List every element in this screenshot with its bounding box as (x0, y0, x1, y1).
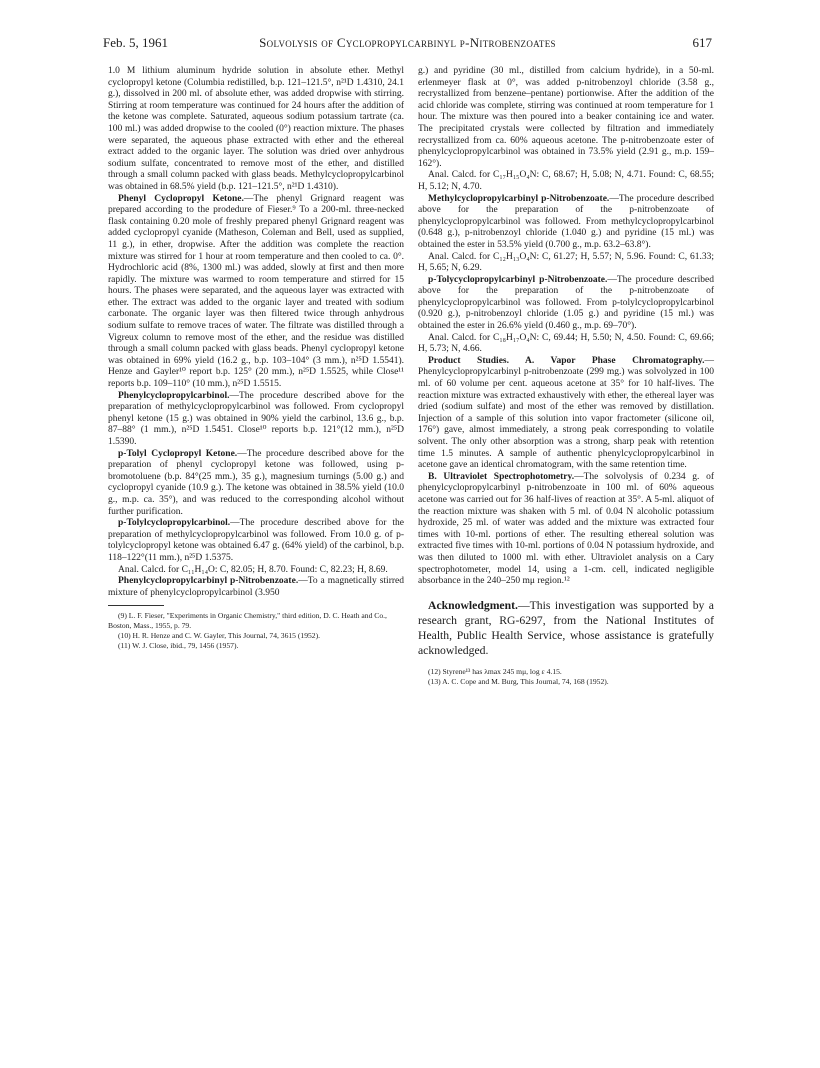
section-heading: Phenyl Cyclopropyl Ketone. (118, 193, 244, 204)
paragraph (108, 449, 404, 519)
paragraph (418, 275, 714, 333)
analysis-paragraph: Anal. Calcd. for C₁₇H₁₅O₄N: C, 68.67; H, 5.08; N, 4.71. Found: C, 68.55; H, 5.12; N, 4.70. (418, 170, 714, 192)
acknowledgment-text: —This investigation was supported by a research grant, RG-6297, from the National Institutes of Health, Public Health Service, whose assistance is gratefully acknowledged. (418, 598, 714, 658)
page-number: 617 (692, 35, 712, 50)
footnote-spacer (418, 659, 714, 667)
acknowledgment (418, 598, 714, 659)
section-heading: B. Ultraviolet Spectrophotometry. (428, 471, 575, 482)
footnote: (12) Styrene¹³ has λmax 245 mμ, log ε 4.15. (428, 666, 562, 676)
paragraph-text: —The procedure described above for the preparation of methylcyclopropylcarbinol was followed. From 10.0 g. of p-tolylcyclopropyl ketone was obtained 6.47 g. (64% yield) of the carbinol, b.p. 118–122°(11 mm.), n²⁵D 1.5375. (108, 518, 404, 563)
section-heading: Phenylcyclopropylcarbinyl p-Nitrobenzoate. (118, 576, 299, 587)
paragraph (418, 194, 714, 252)
footnote: (11) W. J. Close, ibid., 79, 1456 (1957). (118, 641, 239, 651)
paragraph-text: —The phenyl Grignard reagent was prepared according to the prodedure of Fieser.⁹ To a 200-ml. three-necked flask containing 0.20 mole of freshly prepared phenyl Grignard reagent was added cyclopropyl cyanide (Matheson, Coleman and Bell, used as supplied, 11 g.), in ether, dropwise. After the addition was complete the reaction mixture was stirred for 1 hour at room temperature and then cooled to ca. 0°. Hydrochloric acid (8%, 1300 ml.) was added, slowly at first and then more rapidly. The mixture was warmed to room temperature and stirred for 15 hours. The phases were separated, and the aqueous layer was extracted with ether. The extract was added to the organic layer and treated with sodium carbonate. The organic layer was then filtered twice through anhydrous sodium sulfate to remove traces of water. The filtrate was distilled through a Vigreux column to remove most of the ether, and the residue was distilled through a small column packed with glass beads. Phenyl cyclopropyl ketone was obtained in 69% yield (16.2 g., b.p. 103–104° (3 mm.), n²⁵D 1.5541). Henze and Gayler¹⁰ report b.p. 125° (20 mm.), n²⁵D 1.5525, while Close¹¹ reports b.p. 109–110° (10 mm.), n²⁵D 1.5515. (108, 193, 404, 390)
paragraph-text: —The solvolysis of 0.234 g. of phenylcyclopropylcarbinyl p-nitrobenzoate in 100 ml. of 60% aqueous acetone was carried out for 36 half-lives of reaction at 35°. A 5-ml. aliquot of the reaction mixture was shaken with 5 ml. of 0.04 N alcoholic potassium hydroxide, 25 ml. of water was added and the mixture was extracted four times with 10-ml. portions of ether. The resulting ethereal solution was extracted five times with 10-ml. portions of 0.04 N potassium hydroxide, and was then diluted to 1000 ml. with ether. Ultraviolet analysis on a Cary spectrophotometer, model 14, using a 1-cm. cell, indicated negligible absorbance in the 240–250 mμ region.¹² (418, 471, 714, 587)
section-heading: Phenylcyclopropylcarbinol. (118, 390, 230, 401)
footnote: (9) L. F. Fieser, "Experiments in Organic Chemistry," third edition, D. C. Heath and Co., Boston, Mass., 1955, p. 79. (108, 611, 387, 631)
left-column (108, 66, 404, 651)
section-heading: Methylcyclopropylcarbinyl p-Nitrobenzoate. (428, 193, 610, 204)
section-heading: Product Studies. A. Vapor Phase Chromatography. (428, 355, 705, 366)
paragraph: g.) and pyridine (30 ml., distilled from calcium hydride), in a 50-ml. erlenmeyer flask at 0°, was added p-nitrobenzoyl chloride (3.58 g., recrystallized from benzene–pentane) portionwise. After the addition of the acid chloride was complete, stirring was continued at room temperature for 1 hour. The mixture was then poured into a beaker containing ice and water. The precipitated crystals were collected by filtration and immediately recrystallized from ca. 60% aqueous acetone. The p-nitrobenzoate ester of phenylcyclopropylcarbinol was obtained in 73.5% yield (2.91 g., m.p. 159–162°). (418, 66, 714, 169)
analysis-paragraph: Anal. Calcd. for C₁₁H₁₄O: C, 82.05; H, 8.70. Found: C, 82.23; H, 8.69. (118, 564, 388, 575)
paragraph-text: —Phenylcyclopropylcarbinyl p-nitrobenzoate (299 mg.) was solvolyzed in 100 ml. of 60 volume per cent. aqueous acetone at 35° for 10 half-lives. The reaction mixture was extracted exhaustively with ether, the ethereal layer was dried (sodium sulfate) and most of the ether was removed by distillation. Injection of a sample of this solution into vapor fractometer (silicone oil, 176°) gave, almost immediately, a strong peak corresponding to volatile solvent. The only other absorption was a strong, sharp peak with retention time 1.5 minutes. A sample of authentic phenylcyclopropylcarbinol in acetone gave an identical chromatogram, with the same retention time. (418, 355, 714, 471)
paragraph: 1.0 M lithium aluminum hydride solution in absolute ether. Methyl cyclopropyl ketone (Columbia redistilled, b.p. 121–121.5°, n²¹D 1.4310, 24.1 g.), dissolved in 200 ml. of absolute ether, was added dropwise with stirring. Stirring at room temperature was continued for 24 hours after the addition of the ketone was complete. Saturated, aqueous sodium potassium tartrate (ca. 100 ml.) was added dropwise to the cooled (0°) reaction mixture. The phases were separated, the aqueous phase extracted with ether and the ethereal extract added to the organic layer. The solution was dried over anhydrous sodium sulfate, concentrated to remove most of the ether, and distilled through a small column packed with glass beads. Methylcyclopropylcarbinol was obtained in 68.5% yield (b.p. 121–121.5°, n²¹D 1.4310). (108, 66, 404, 192)
analysis-paragraph: Anal. Calcd. for C₁₂H₁₃O₄N: C, 61.27; H, 5.57; N, 5.96. Found: C, 61.33; H, 5.65; N, 6.29. (418, 251, 714, 274)
section-heading: p-Tolycyclopropylcarbinyl p-Nitrobenzoate. (428, 274, 608, 285)
paragraph (418, 356, 714, 472)
footnote-rule (108, 605, 164, 606)
header-title: Solvolysis of Cyclopropylcarbinyl p-Nitrobenzoates (259, 35, 556, 50)
footnote: (10) H. R. Henze and C. W. Gayler, This Journal, 74, 3615 (1952). (118, 631, 321, 641)
section-heading: p-Tolylcyclopropylcarbinol. (118, 518, 231, 529)
paragraph-text: —To a magnetically stirred mixture of phenylcyclopropylcarbinol (3.950 (108, 576, 404, 598)
paragraph (108, 194, 404, 391)
section-heading: p-Tolyl Cyclopropyl Ketone. (118, 448, 238, 459)
footnote: (13) A. C. Cope and M. Burg, This Journal, 74, 168 (1952). (428, 676, 609, 686)
right-column (418, 66, 714, 687)
paragraph (418, 472, 714, 588)
paragraph-text: —The procedure described above for the preparation of the p-nitrobenzoate of phenylcyclopropylcarbinol was followed. From p-tolylcyclopropylcarbinol (0.920 g.), p-nitrobenzoyl chloride (1.05 g.) and pyridine (15 ml.) was obtained the ester in 26.6% yield (0.460 g., m.p. 69–70°). (418, 274, 714, 332)
analysis-paragraph: Anal. Calcd. for C₁₈H₁₇O₄N: C, 69.44; H, 5.50; N, 4.50. Found: C, 69.66; H, 5.73; N, 4.66. (418, 332, 714, 355)
running-header (103, 35, 712, 55)
paragraph-text: —The procedure described above for the preparation of phenyl cyclopropyl ketone was followed, using p-bromotoluene (b.p. 84°(25 mm.), 35 g.), magnesium turnings (5.00 g.) and cyclopropyl cyanide (10.9 g.). The ketone was obtained in 38.5% yield (10.0 g., m.p. ca. 35°), and was reduced to the corresponding alcohol without further purification. (108, 448, 405, 517)
paragraph-text: —The procedure described above for the preparation of the p-nitrobenzoate of phenylcyclopropylcarbinol was followed. From methylcyclopropylcarbinol (0.648 g.), p-nitrobenzoyl chloride (1.040 g.) and pyridine (15 ml.) was obtained the ester in 53.5% yield (0.700 g., m.p. 63.2–63.8°). (418, 193, 714, 250)
acknowledgment-heading: Acknowledgment. (428, 598, 518, 612)
paragraph (108, 576, 404, 599)
paragraph (108, 518, 404, 564)
paragraph (108, 391, 404, 449)
paragraph-text: —The procedure described above for the preparation of methylcyclopropylcarbinol was followed. From cyclopropyl phenyl ketone (15 g.) was obtained in 90% yield the carbinol, 13.6 g., b.p. 87–88° (1 mm.), n²⁵D 1.5451. Close¹⁰ reports b.p. 121°(12 mm.), n²⁵D 1.5390. (108, 390, 404, 447)
header-date: Feb. 5, 1961 (103, 35, 168, 50)
